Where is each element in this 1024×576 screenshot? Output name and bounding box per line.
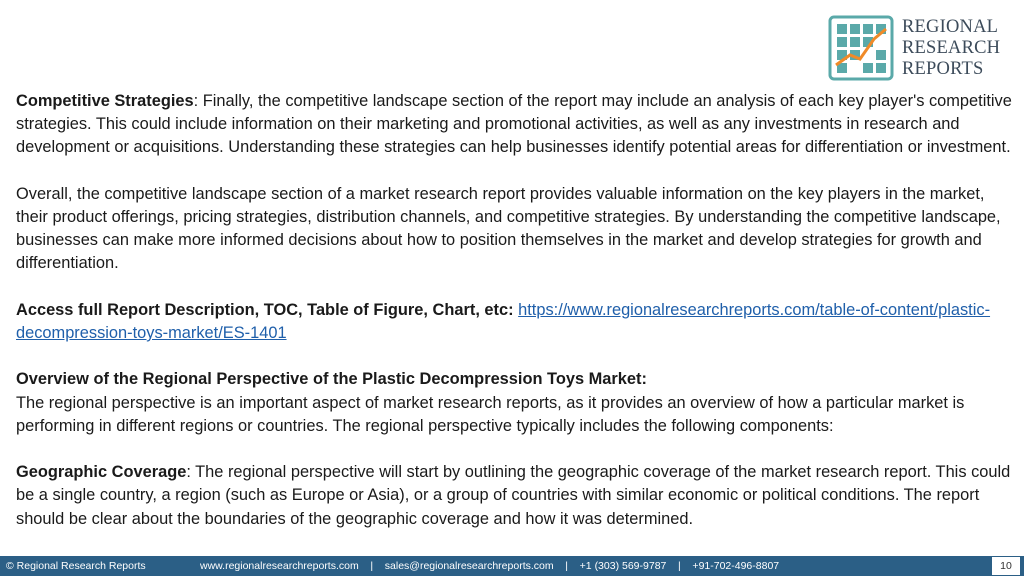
report-link[interactable]: https://www.regionalresearchreports.com/table-of-content/plastic-decompression-toys-market/ES-1401	[16, 300, 991, 342]
geographic-coverage-text: : The regional perspective will start by outlining the geographic coverage of the market research report. This could be a single country, a region (such as Europe or Asia), or a group of countries with similar economic or political conditions. The report should be clear about the boundaries of the geographic coverage and how it was determined.	[16, 463, 1011, 528]
logo-line-3: REPORTS	[902, 58, 984, 79]
logo-line-2: RESEARCH	[902, 37, 1001, 58]
regional-overview-paragraph	[16, 368, 1012, 438]
footer-bar	[0, 556, 1024, 576]
page-number: 10	[992, 557, 1020, 575]
logo-wordmark	[902, 17, 1000, 80]
access-report-heading: Access full Report Description, TOC, Table of Figure, Chart, etc:	[16, 300, 514, 319]
overall-text: Overall, the competitive landscape section of a market research report provides valuable information on the key players in the market, their product offerings, pricing strategies, distribution channels, and competitive strategies. By understanding the competitive landscape, businesses can make more informed decisions about how to position themselves in the market and develop strategies for growth and differentiation.	[16, 184, 1001, 273]
regional-overview-heading: Overview of the Regional Perspective of the Plastic Decompression Toys Market:	[16, 370, 647, 389]
footer-copyright: © Regional Research Reports	[6, 560, 146, 572]
regional-overview-text: The regional perspective is an important aspect of market research reports, as it provides an overview of how a particular market is performing in different regions or countries. The regional perspective typically includes the following components:	[16, 393, 965, 435]
geographic-coverage-paragraph	[16, 461, 1012, 531]
competitive-strategies-paragraph	[16, 90, 1012, 160]
company-logo	[828, 12, 1018, 84]
logo-chart-icon	[828, 15, 894, 81]
overall-paragraph	[16, 183, 1012, 276]
competitive-strategies-heading: Competitive Strategies	[16, 92, 194, 110]
competitive-strategies-text: : Finally, the competitive landscape section of the report may include an analysis of each key player's competitive strategies. This could include information on their marketing and promotional activities, as well as any investments in research and development or acquisitions. Understanding these strategies can help businesses identify potential areas for differentiation or investment.	[16, 92, 1012, 157]
access-report-paragraph	[16, 299, 1012, 345]
document-body	[16, 90, 1012, 554]
logo-line-1: REGIONAL	[902, 16, 999, 37]
footer-contacts: www.regionalresearchreports.com | sales@regionalresearchreports.com | +1 (303) 569-9787 | +91-702-496-8807	[200, 560, 780, 572]
geographic-coverage-heading: Geographic Coverage	[16, 463, 187, 482]
